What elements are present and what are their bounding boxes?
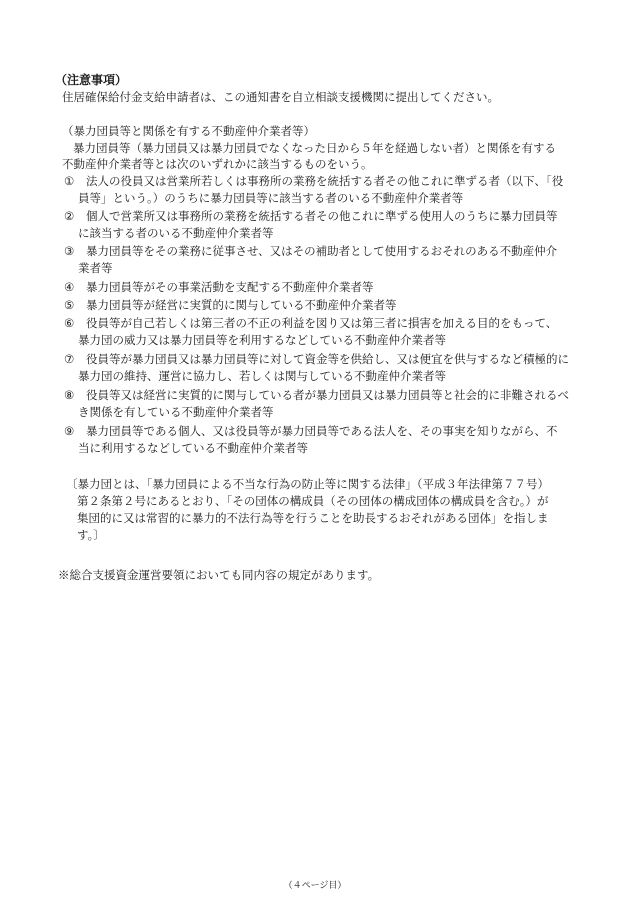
item-line: 暴力団の威力又は暴力団員等を利用するなどしている不動産仲介業者等 <box>78 333 446 347</box>
definition-text <box>62 140 556 172</box>
list-item <box>64 243 594 277</box>
item-line: 当に利用するなどしている不動産仲介業者等 <box>78 441 308 455</box>
list-item <box>64 315 594 349</box>
item-number: ④ <box>64 280 75 294</box>
note-line: 第２条第２号にあるとおり、「その団体の構成員（その団体の構成団体の構成員を含む。）が <box>77 494 549 508</box>
definition-note <box>66 476 549 544</box>
item-line: 員等」という。）のうちに暴力団員等に該当する者のいる不動産仲介業者等 <box>78 191 464 205</box>
item-line: 役員等又は経営に実質的に関与している者が暴力団員又は暴力団員等と社会的に非難されるべ <box>86 388 569 402</box>
note-line: 集団的に又は常習的に暴力的不法行為等を行うことを助長するおそれがある団体」を指しま <box>77 511 549 525</box>
item-number: ⑨ <box>64 424 75 438</box>
definition-line: 暴力団員等（暴力団員又は暴力団員でなくなった日から５年を経過しない者）と関係を有する <box>73 141 556 155</box>
item-line: に該当する者のいる不動産仲介業者等 <box>78 226 274 240</box>
note-line: 〔暴力団とは、「暴力団員による不当な行為の防止等に関する法律」（平成３年法律第７７号） <box>66 477 549 491</box>
item-number: ⑥ <box>64 316 75 330</box>
item-number: ⑤ <box>64 298 75 312</box>
item-line: 暴力団員等が経営に実質的に関与している不動産仲介業者等 <box>86 298 397 312</box>
item-number: ⑦ <box>64 352 75 366</box>
notes-heading: （注意事項） <box>55 73 128 87</box>
item-line: き関係を有している不動産仲介業者等 <box>78 405 274 419</box>
item-number: ① <box>64 174 75 188</box>
item-line: 役員等が暴力団員又は暴力団員等に対して資金等を供給し、又は便宜を供与するなど積極的に <box>86 352 569 366</box>
item-number: ② <box>64 209 75 223</box>
list-item <box>64 351 594 385</box>
item-line: 暴力団員等がその事業活動を支配する不動産仲介業者等 <box>86 280 374 294</box>
intro-text: 住居確保給付金支給申請者は、この通知書を自立相談支援機関に提出してください。 <box>62 90 499 104</box>
item-line: 暴力団員等をその業務に従事させ、又はその補助者として使用するおそれのある不動産仲介 <box>86 244 558 258</box>
note-line: す。〕 <box>77 528 105 542</box>
item-line: 業者等 <box>78 261 113 275</box>
item-line: 個人で営業所又は事務所の業務を統括する者その他これに準ずる使用人のうちに暴力団員等 <box>86 209 558 223</box>
item-number: ⑧ <box>64 388 75 402</box>
list-item <box>64 297 594 314</box>
page-number: （４ページ目） <box>283 881 347 891</box>
list-item <box>64 423 594 457</box>
item-line: 法人の役員又は営業所若しくは事務所の業務を統括する者その他これに準ずる者（以下、「役 <box>86 174 564 188</box>
item-line: 暴力団員等である個人、又は役員等が暴力団員等である法人を、その事実を知りながら、不 <box>86 424 558 438</box>
item-line: 暴力団の維持、運営に協力し、若しくは関与している不動産仲介業者等 <box>78 369 446 383</box>
list-item <box>64 208 594 242</box>
remark-text: ※総合支援資金運営要領においても同内容の規定があります。 <box>58 568 380 582</box>
item-number: ③ <box>64 244 75 258</box>
section-title: （暴力団員等と関係を有する不動産仲介業者等） <box>62 124 315 138</box>
list-item <box>64 387 594 421</box>
item-line: 役員等が自己若しくは第三者の不正の利益を図り又は第三者に損害を加える目的をもって、 <box>86 316 558 330</box>
list-item <box>64 173 594 207</box>
list-item <box>64 279 594 296</box>
definition-line: 不動産仲介業者等とは次のいずれかに該当するものをいう。 <box>62 157 373 171</box>
